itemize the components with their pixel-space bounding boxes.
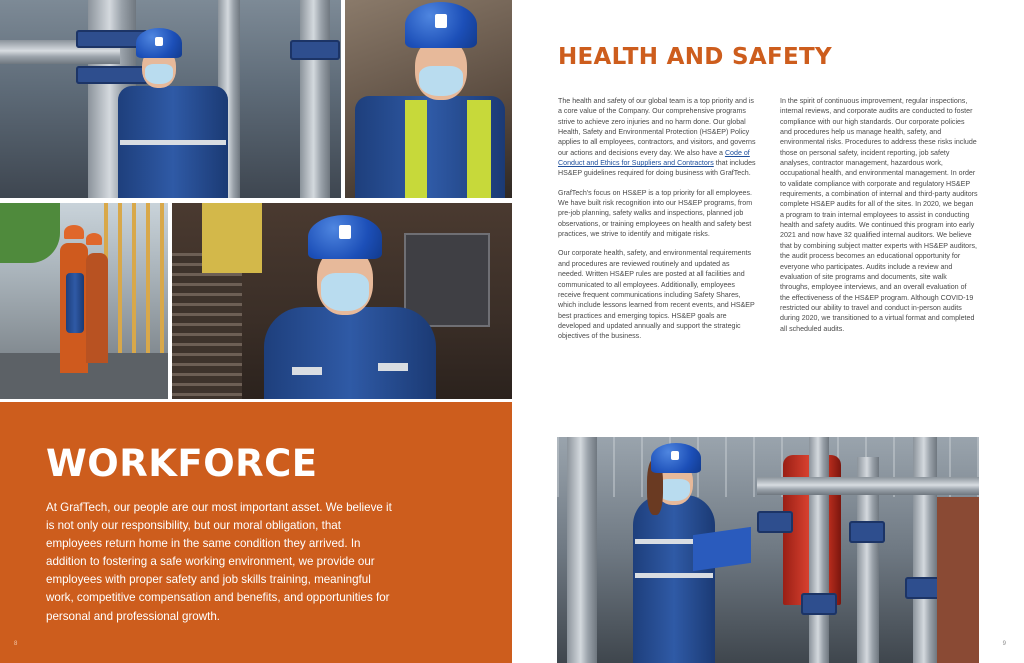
photo-worker-hivis — [345, 0, 512, 198]
workforce-title: WORKFORCE — [46, 442, 318, 485]
paragraph: GrafTech's focus on HS&EP is a top priority for all employees. We have built risk recognition into our HS&EP programs, from pre-job planning, safety walks and inspections, planned job observations, or training employees on health and safety best practices, we strive to identify and mitigate risks. — [558, 188, 753, 239]
workforce-panel — [0, 402, 512, 663]
supplier-code-link[interactable]: Code of Conduct and Ethics for Suppliers and Contractors — [558, 148, 750, 168]
workforce-body: At GrafTech, our people are our most important asset. We believe it is not only our responsibility, but our moral obligation, that employees return home in the same condition they arrived. In addition to fostering a safe working environment, we provide our employees with proper safety and job skills training, meaningful work, competitive compensation and benefits, and opportunities for personal and professional growth. — [46, 501, 392, 623]
text-column-2 — [780, 96, 978, 343]
paragraph: Our corporate health, safety, and environmental requirements and procedures are reviewed routinely and updated as needed. Written HS&EP rules are posted at all facilities and communicated to all employees. Additionally, employees receive frequent communications including Safety Shares, which include lessons learned from recent events, and HS&EP best practices and emerging topics. HS&EP goals are developed and updated annually and support the strategic objectives of the business. — [558, 249, 755, 341]
photo-worker-clipboard — [557, 437, 979, 663]
text-column-1 — [558, 96, 756, 351]
photo-worker-portrait — [172, 203, 512, 399]
health-safety-title: HEALTH AND SAFETY — [558, 44, 832, 70]
paragraph: The health and safety of our global team is a top priority and is a core value of the Company. Our comprehensive programs strive to achieve zero injuries and no harm done. Our global Health, Safety and Environmental Protection (HS&EP) Policy applies to all employees, contractors, and visitors, and governs our actions and decisions every day. We also have a Code of Conduct and Ethics for Suppliers and Contractors that includes HS&EP guidelines required for doing business with GrafTech. — [558, 97, 756, 178]
page-number-right: 9 — [1002, 641, 1006, 647]
page-number-left: 8 — [14, 641, 18, 647]
paragraph: In the spirit of continuous improvement, regular inspections, internal reviews, and corporate audits are conducted to foster compliance with our high standards. Our corporate policies and procedures help us manage health, safety, and environmental risks. Procedures to address these risks include those on personal safety, incident reporting, job safety analyses, contractor management, hazardous work, occupational health, and environmental management. In order to validate compliance with corporate and regulatory HS&EP requirements, a combination of internal and third-party auditors complete HS&EP audits for all of the sites. In 2020, we began a program to train internal employees to assist in conducting health and safety audits. We continued this program into early 2021 and now have 32 qualified internal auditors. We believe that by combining subject matter experts with HS&EP auditors, the audit process becomes an educational opportunity for everyone who participates. Audits include a review and evaluation of site programs and documents, site walk throughs, employee interviews, and an overall evaluation of the effectiveness of the HS&EP program. Although COVID-19 restricted our ability to travel and conduct in-person audits during 2020, we transitioned to a virtual format and completed all scheduled audits. — [780, 97, 978, 333]
photo-workers-walkway — [0, 203, 168, 399]
photo-worker-pipes — [0, 0, 341, 198]
